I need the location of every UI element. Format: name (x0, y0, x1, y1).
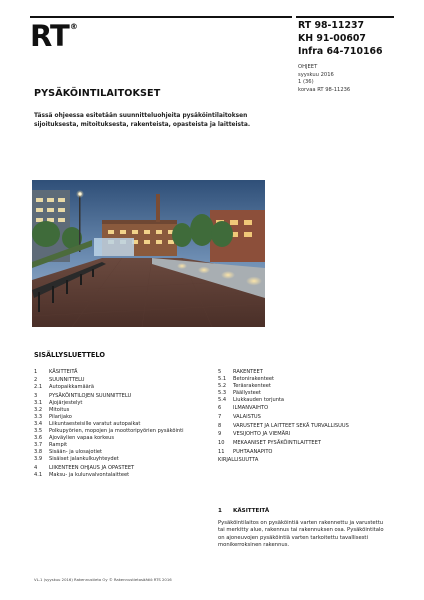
toc-entry[interactable]: 6 ILMANVAIHTO (218, 405, 269, 412)
toc-entry[interactable]: 9 VESIJOHTO JA VIEMÄRI (218, 431, 291, 438)
toc-entry[interactable]: 5 RAKENTEET (218, 368, 263, 375)
toc-entry[interactable]: 3.1 Ajojärjestelyt (34, 399, 83, 406)
code-rt: RT 98-11237 (298, 20, 365, 31)
toc-entry[interactable]: KIRJALLISUUTTA (218, 457, 259, 464)
toc-entry[interactable]: 3.3 Pilarijako (34, 414, 72, 421)
toc-entry[interactable]: 3.6 Ajoväylien vapaa korkeus (34, 435, 114, 442)
toc-entry[interactable]: 2.1 Autopaikkamäärä (34, 384, 94, 391)
toc-entry[interactable]: 3.5 Polkupyörien, mopojen ja moottoripyörien pysäköinti (34, 428, 184, 435)
toc-entry[interactable]: 3.7 Rampit (34, 442, 68, 449)
cover-photo (32, 180, 265, 327)
toc-entry[interactable]: 5.4 Liukkauden torjunta (218, 396, 285, 403)
meta-date: syyskuu 2016 (298, 71, 334, 78)
toc-entry[interactable]: 7 VALAISTUS (218, 414, 261, 421)
meta-pages: 1 (36) (298, 79, 314, 86)
toc-left-column (34, 367, 214, 479)
meta-replaces: korvaa RT 98-11236 (298, 86, 351, 93)
page-title: PYSÄKÖINTILAITOKSET (34, 88, 161, 99)
toc-entry[interactable]: 11 PUHTAANAPITO (218, 448, 273, 455)
toc-entry[interactable]: 4.1 Maksu- ja kulunvalvontalaitteet (34, 472, 130, 479)
toc-entry[interactable]: 3.4 Liikuntaesteisille varatut autopaikat (34, 421, 141, 428)
page-footer: VL-1 (syyskuu 2016) Rakennustieto Oy © Rakennustietosäätiö RTS 2016 (34, 577, 172, 582)
document-codes (298, 19, 383, 58)
toc-entry[interactable]: 3 PYSÄKÖINTILOJEN SUUNNITTELU (34, 392, 132, 399)
toc-entry[interactable]: 1 KÄSITTEITÄ (34, 368, 78, 375)
header-rule-left (30, 16, 292, 18)
meta-type: OHJEET (298, 64, 318, 70)
rt-logo: RT® (30, 19, 77, 53)
toc-entry[interactable]: 3.9 Sisäiset jalankulkuyhteydet (34, 456, 119, 463)
toc-entry[interactable]: 10 MEKAANISET PYSÄKÖINTILAITTEET (218, 439, 321, 446)
toc-title: SISÄLLYSLUETTELO (34, 351, 106, 359)
document-meta (298, 64, 350, 94)
code-infra: Infra 64-710166 (298, 46, 383, 57)
section-1-text: Pysäköintilaitos on pysäköintiä varten rakennettu ja varustettu tai merkitty alue, rakennus tai rakennuksen osa. Pysäköintitalo on ajoneuvojen pysäköintiä varten tarkoitettu tavallisesti monikerroksinen rakennus. (218, 520, 384, 549)
toc-entry[interactable]: 2 SUUNNITTELU (34, 377, 85, 384)
toc-entry[interactable]: 5.1 Betonirakenteet (218, 375, 274, 382)
toc-right-column (218, 367, 398, 464)
code-kh: KH 91-00607 (298, 33, 366, 44)
toc-entry[interactable]: 5.2 Teräsrakenteet (218, 382, 271, 389)
toc-entry[interactable]: 3.8 Sisään- ja ulosajotiet (34, 449, 102, 456)
section-1-heading: 1 KÄSITTEITÄ (218, 508, 270, 514)
header-rule-right (296, 16, 394, 18)
toc-entry[interactable]: 4 LIIKENTEEN OHJAUS JA OPASTEET (34, 464, 135, 471)
toc-entry[interactable]: 5.3 Päällysteet (218, 389, 261, 396)
toc-entry[interactable]: 3.2 Mitoitus (34, 407, 70, 414)
lead-paragraph: Tässä ohjeessa esitetään suunnitteluohjeita pysäköintilaitoksen sijoituksesta, mitoituksesta, rakenteista, opasteista ja laitteista. (34, 113, 251, 128)
toc-entry[interactable]: 8 VARUSTEET JA LAITTEET SEKÄ TURVALLISUUS (218, 422, 349, 429)
